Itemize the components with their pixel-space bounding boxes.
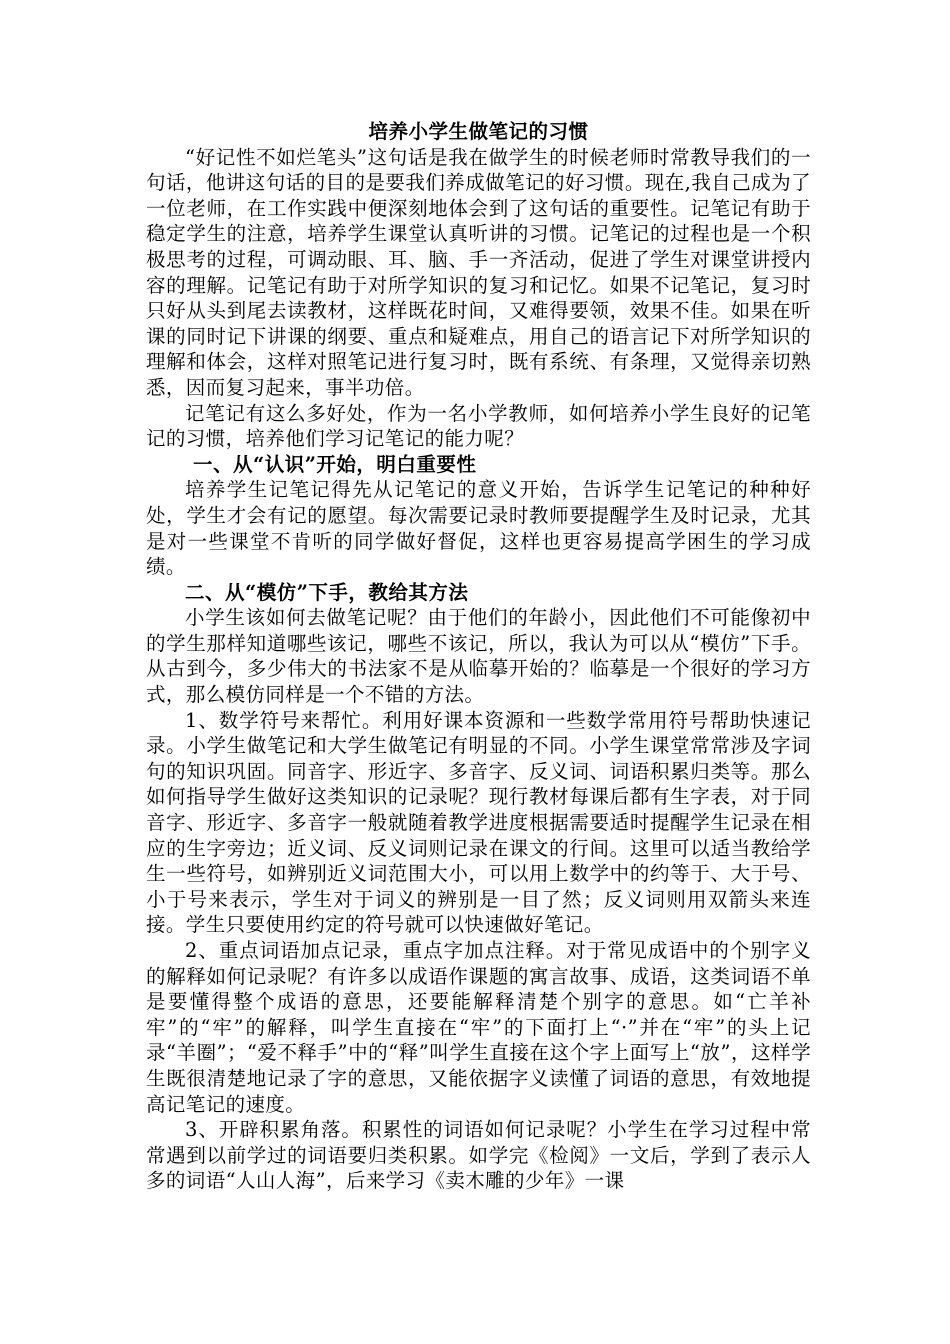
section-2-item-3: 3、开辟积累角落。积累性的词语如何记录呢？小学生在学习过程中常常遇到以前学过的词语要归类积累。如学完《检阅》一文后，学到了表示人多的词语“人山人海”，后来学习《卖木雕的少年》一课 xyxy=(146,1118,811,1193)
section-1-heading: 一、从“认识”开始，明白重要性 xyxy=(193,452,477,476)
section-2-item-2: 2、重点词语加点记录，重点字加点注释。对于常见成语中的个别字义的解释如何记录呢？有许多以成语作课题的寓言故事、成语，这类词语不单是要懂得整个成语的意思，还要能解释清楚个别字的意思。如“亡羊补牢”的“牢”的解释，叫学生直接在“牢”的下面打上“·”并在“牢”的头上记录“羊圈”；“爱不释手”中的“释”叫学生直接在这个字上面写上“放”，这样学生既很清楚地记录了字的意思，又能依据字义读懂了词语的意思，有效地提高记笔记的速度。 xyxy=(146,939,811,1116)
section-2-item-1: 1、数学符号来帮忙。利用好课本资源和一些数学常用符号帮助快速记录。小学生做笔记和大学生做笔记有明显的不同。小学生课堂常常涉及字词句的知识巩固。同音字、形近字、多音字、反义词、词语积累归类等。那么如何指导学生做好这类知识的记录呢？现行教材每课后都有生字表，对于同音字、形近字、多音字一般就随着教学进度根据需要适时提醒学生记录在相应的生字旁边；近义词、反义词则记录在课文的行间。这里可以适当教给学生一些符号，如辨别近义词范围大小，可以用上数学中的约等于、大于号、小于号来表示，学生对于词义的辨别是一目了然；反义词则用双箭头来连接。学生只要使用约定的符号就可以快速做好笔记。 xyxy=(146,708,811,937)
document-body xyxy=(146,119,811,1194)
intro-paragraph: “好记性不如烂笔头”这句话是我在做学生的时候老师时常教导我们的一句话，他讲这句话的目的是要我们养成做笔记的好习惯。现在,我自己成为了一位老师，在工作实践中便深刻地体会到了这句话的重要性。记笔记有助于稳定学生的注意，培养学生课堂认真听讲的习惯。记笔记的过程也是一个积极思考的过程，可调动眼、耳、脑、手一齐活动，促进了学生对课堂讲授内容的理解。记笔记有助于对所学知识的复习和记忆。如果不记笔记，复习时只好从头到尾去读教材，这样既花时间，又难得要领，效果不佳。如果在听课的同时记下讲课的纲要、重点和疑难点，用自己的语言记下对所学知识的理解和体会，这样对照笔记进行复习时，既有系统、有条理，又觉得亲切熟悉，因而复习起来，事半功倍。 xyxy=(146,145,811,399)
document-title: 培养小学生做笔记的习惯 xyxy=(368,120,589,143)
section-1-paragraph: 培养学生记笔记得先从记笔记的意义开始，告诉学生记笔记的种种好处，学生才会有记的愿望。每次需要记录时教师要提醒学生及时记录，尤其是对一些课堂不肯听的同学做好督促，这样也更容易提高学困生的学习成绩。 xyxy=(146,478,811,579)
section-2-heading: 二、从“模仿”下手，教给其方法 xyxy=(185,580,469,604)
section-2-intro-paragraph: 小学生该如何去做笔记呢？由于他们的年龄小，因此他们不可能像初中的学生那样知道哪些该记，哪些不该记，所以，我认为可以从“模仿”下手。从古到今，多少伟大的书法家不是从临摹开始的？临摹是一个很好的学习方式，那么模仿同样是一个不错的方法。 xyxy=(146,606,811,707)
question-paragraph: 记笔记有这么多好处，作为一名小学教师，如何培养小学生良好的记笔记的习惯，培养他们学习记笔记的能力呢？ xyxy=(146,401,811,451)
